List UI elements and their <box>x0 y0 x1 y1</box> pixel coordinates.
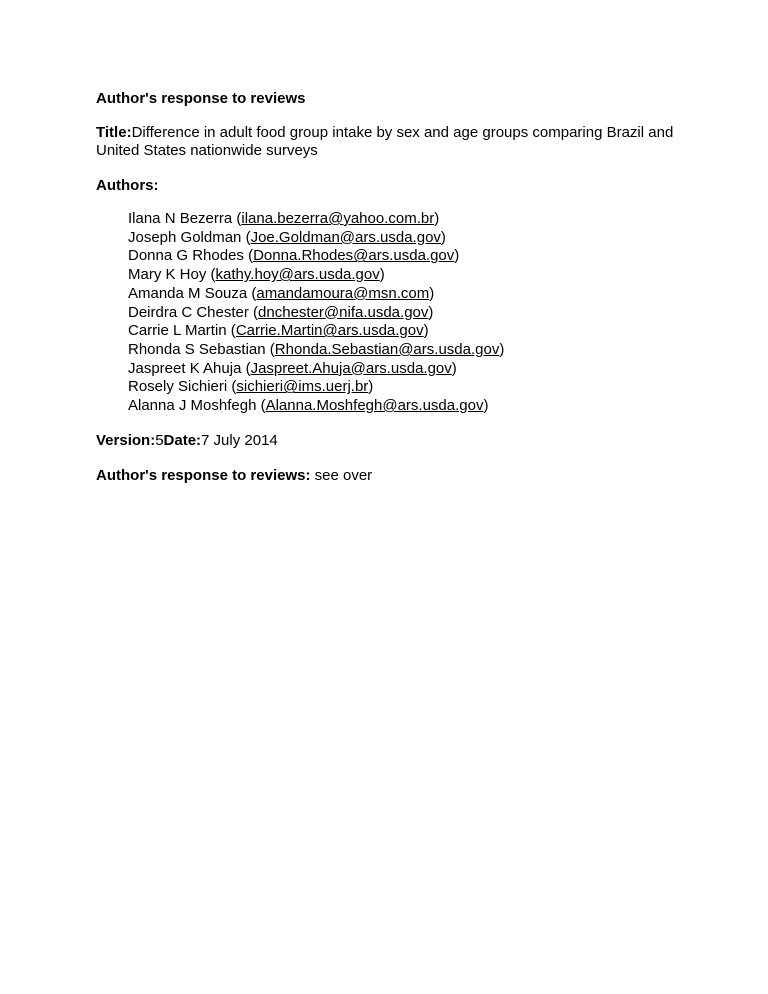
version-line <box>96 432 696 450</box>
date-label: Date: <box>163 431 202 449</box>
response-label: Author's response to reviews: <box>96 466 311 484</box>
author-name: Jaspreet K Ahuja <box>128 359 242 377</box>
author-item: Rhonda S Sebastian (Rhonda.Sebastian@ars.usda.gov) <box>128 340 505 358</box>
author-name: Ilana N Bezerra <box>128 210 233 227</box>
response-text: see over <box>310 466 373 484</box>
page-heading: Author's response to reviews <box>96 90 306 107</box>
author-name: Alanna J Moshfegh <box>128 397 257 415</box>
author-email-link[interactable]: Jaspreet.Ahuja@ars.usda.gov <box>250 359 452 377</box>
author-name: Mary K Hoy <box>128 266 207 284</box>
version-label: Version: <box>96 431 156 449</box>
author-name: Rhonda S Sebastian <box>128 340 266 358</box>
author-item: Amanda M Souza (amandamoura@msn.com) <box>128 284 435 302</box>
author-item: Deirdra C Chester (dnchester@nifa.usda.gov) <box>128 303 434 321</box>
date-value: 7 July 2014 <box>201 431 278 449</box>
author-name: Rosely Sichieri <box>128 378 228 396</box>
author-email-link[interactable]: dnchester@nifa.usda.gov <box>258 303 429 321</box>
author-name: Deirdra C Chester <box>128 303 249 321</box>
author-email-link[interactable]: Donna.Rhodes@ars.usda.gov <box>253 247 455 265</box>
author-email-link[interactable]: Carrie.Martin@ars.usda.gov <box>235 322 424 340</box>
author-email-link[interactable]: kathy.hoy@ars.usda.gov <box>215 266 380 284</box>
authors-heading: Authors: <box>96 177 159 194</box>
author-list <box>128 210 696 416</box>
title-label: Title: <box>96 124 132 141</box>
author-item: Ilana N Bezerra (ilana.bezerra@yahoo.com.br) <box>128 210 440 227</box>
document-page <box>96 90 696 485</box>
title-block <box>96 124 696 160</box>
author-item: Alanna J Moshfegh (Alanna.Moshfegh@ars.usda.gov) <box>128 397 489 415</box>
author-name: Joseph Goldman <box>128 228 242 246</box>
author-email-link[interactable]: ilana.bezerra@yahoo.com.br <box>241 210 435 227</box>
author-name: Carrie L Martin <box>128 322 227 340</box>
author-name: Donna G Rhodes <box>128 247 244 265</box>
version-value: 5 <box>155 431 164 449</box>
author-item: Rosely Sichieri (sichieri@ims.uerj.br) <box>128 378 374 396</box>
author-item: Joseph Goldman (Joe.Goldman@ars.usda.gov) <box>128 228 446 246</box>
author-name: Amanda M Souza <box>128 284 248 302</box>
author-email-link[interactable]: Joe.Goldman@ars.usda.gov <box>250 228 441 246</box>
author-item: Jaspreet K Ahuja (Jaspreet.Ahuja@ars.usda.gov) <box>128 359 457 377</box>
author-item: Donna G Rhodes (Donna.Rhodes@ars.usda.gov) <box>128 247 460 265</box>
author-item: Mary K Hoy (kathy.hoy@ars.usda.gov) <box>128 266 385 284</box>
author-email-link[interactable]: sichieri@ims.uerj.br <box>236 378 369 396</box>
author-email-link[interactable]: amandamoura@msn.com <box>256 284 430 302</box>
author-email-link[interactable]: Alanna.Moshfegh@ars.usda.gov <box>265 397 484 415</box>
title-text: Difference in adult food group intake by sex and age groups comparing Brazil and United States nationwide surveys <box>96 124 674 159</box>
author-email-link[interactable]: Rhonda.Sebastian@ars.usda.gov <box>274 340 500 358</box>
response-line <box>96 467 696 485</box>
author-item: Carrie L Martin (Carrie.Martin@ars.usda.gov) <box>128 322 429 340</box>
